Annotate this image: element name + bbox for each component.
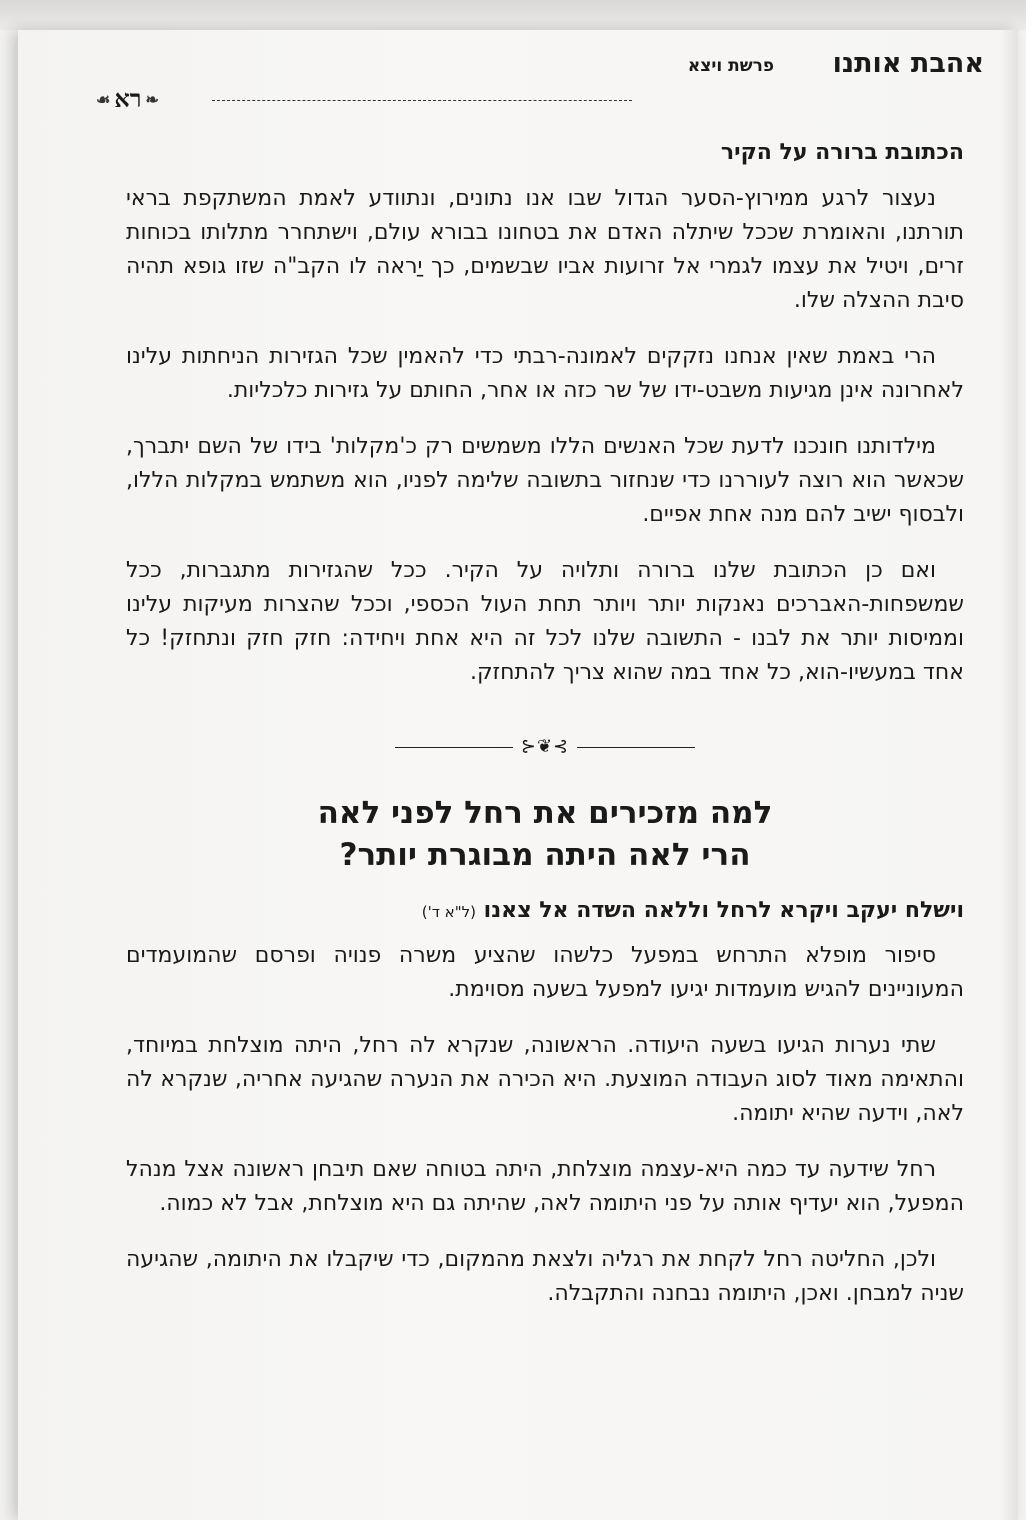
running-header — [84, 48, 984, 88]
book-title: אהבת אותנו — [832, 48, 984, 79]
section-title — [126, 792, 964, 876]
page-number: רא — [114, 84, 142, 113]
paragraph: ואם כן הכתובת שלנו ברורה ותלויה על הקיר. ככל שהגזירות מתגברות, ככל שמשפחות-האברכים נאנקות יותר ויותר תחת העול הכספי, וככל שהצרות מעיקות עלינו וממיסות יותר את לבנו - התשובה שלנו לכל זה היא אחת ויחידה: חזק חזק ונתחזק! כל אחד במעשיו-הוא, כל אחד במה שהוא צריך להתחזק. — [126, 558, 964, 685]
parasha-label: פרשת ויצא — [687, 56, 774, 76]
verse-quote — [126, 894, 964, 929]
page-number-block — [96, 84, 159, 114]
section-title-line-1: למה מזכירים את רחל לפני לאה — [317, 795, 773, 831]
ornament-right-icon: ☙ — [96, 89, 111, 109]
verse-reference: (ל"א ד') — [421, 903, 476, 921]
section-divider — [395, 730, 695, 764]
verse-text: וישלח יעקב ויקרא לרחל וללאה השדה אל צאנו — [483, 898, 964, 923]
section-subhead: הכתובת ברורה על הקיר — [720, 140, 964, 165]
ornament-left-icon: ❧ — [145, 89, 159, 109]
divider-line — [395, 747, 513, 748]
section-title-line-2: הרי לאה היתה מבוגרת יותר? — [339, 837, 751, 873]
paragraph: רחל שידעה עד כמה היא-עצמה מוצלחת, היתה בטוחה שאם תיבחן ראשונה אצל מנהל המפעל, הוא יעדיף אותה על פני היתומה לאה, שהיתה גם היא מוצלחת, אבל לא כמוה. — [126, 1157, 964, 1216]
header-dashed-rule — [212, 100, 632, 101]
paragraph: ולכן, החליטה רחל לקחת את רגליה ולצאת מהמקום, כדי שיקבלו את היתומה, שהגיעה שניה למבחן. ואכן, היתומה נבחנה והתקבלה. — [126, 1247, 964, 1306]
paragraph: הרי באמת שאין אנחנו נזקקים לאמונה-רבתי כדי להאמין שכל הגזירות הניחתות עלינו לאחרונה אינן מגיעות משבט-ידו של שר כזה או אחר, החותם על גזירות כלכליות. — [126, 344, 964, 403]
page-top-shadow — [0, 0, 1026, 30]
flourish-icon: ⊱❦⊰ — [520, 736, 570, 757]
paragraph: מילדותנו חונכנו לדעת שכל האנשים הללו משמשים רק כ'מקלות' בידו של השם יתברך, שכאשר הוא רוצה לעוררנו כדי שנחזור בתשובה שלימה לפניו, הוא משתמש במקלות הללו, ולבסוף ישיב להם מנה אחת אפיים. — [126, 434, 964, 527]
paragraph: סיפור מופלא התרחש במפעל כלשהו שהציע משרה פנויה ופרסם שהמועמדים המעוניינים להגיש מועמדות יגיעו למפעל בשעה מסוימת. — [126, 943, 964, 1002]
page-edge-shadow — [1000, 30, 1018, 1520]
paragraph: נעצור לרגע ממירוץ-הסער הגדול שבו אנו נתונים, ונתוודע לאמת המשתקפת בראי תורתנו, והאומרת שככל שיתלה האדם את בטחונו בבורא עולם, וישתחרר מתלותו בכוחות זרים, ויטיל את עצמו לגמרי אל זרועות אביו שבשמים, כך יַראה לו הקב"ה שזו גופא תהיה סיבת ההצלה שלו. — [126, 186, 964, 313]
divider-line — [577, 747, 695, 748]
page-content — [126, 136, 964, 1333]
paragraph: שתי נערות הגיעו בשעה היעודה. הראשונה, שנקרא לה רחל, היתה מוצלחת במיוחד, והתאימה מאוד לסוג העבודה המוצעת. היא הכירה את הנערה שהגיעה אחריה, שנקרא לה לאה, וידעה שהיא יתומה. — [126, 1033, 964, 1126]
